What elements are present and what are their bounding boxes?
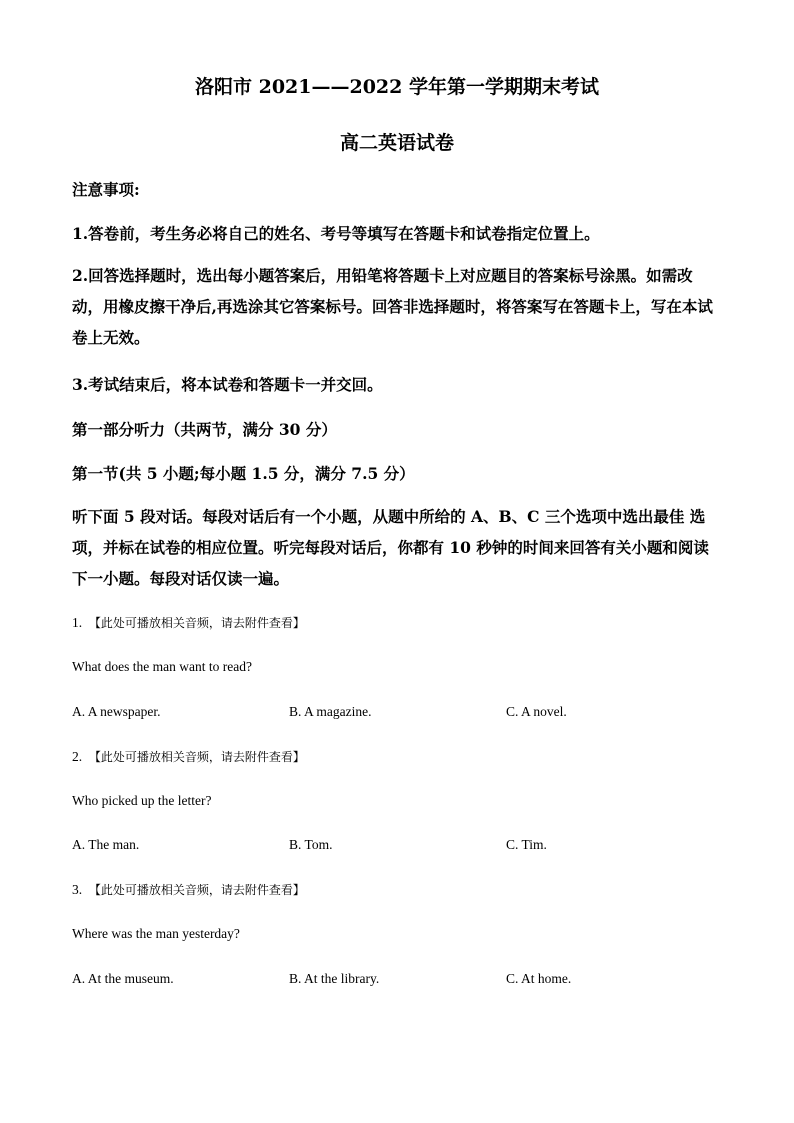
exam-subtitle: 高二英语试卷 xyxy=(339,132,454,154)
question-3-option-b: B. At the library. xyxy=(289,971,380,986)
question-1-option-c: C. A novel. xyxy=(506,704,567,719)
audio-note: 【此处可播放相关音频，请去附件查看】 xyxy=(88,616,305,630)
audio-note: 【此处可播放相关音频，请去附件查看】 xyxy=(88,750,305,764)
audio-note: 【此处可播放相关音频，请去附件查看】 xyxy=(88,883,305,897)
exam-title: 洛阳市 2021——2022 学年第一学期期末考试 xyxy=(195,76,599,98)
question-number: 3. xyxy=(72,882,83,897)
question-1-option-b: B. A magazine. xyxy=(289,704,372,719)
note-item-2: 2.回答选择题时，选出每小题答案后，用铅笔将答题卡上对应题目的答案标号涂黑。如需改动，用橡皮擦干净后,再选涂其它答案标号。回答非选择题时，将答案写在答题卡上，写在本试卷上无效。 xyxy=(72,266,713,347)
notes-heading: 注意事项: xyxy=(72,180,140,199)
question-3-option-c: C. At home. xyxy=(506,971,572,986)
question-3-text: Where was the man yesterday? xyxy=(72,926,240,941)
question-2-option-a: A. The man. xyxy=(72,837,140,852)
question-2-text: Who picked up the letter? xyxy=(72,793,212,808)
question-number: 2. xyxy=(72,749,83,764)
question-3-option-a: A. At the museum. xyxy=(72,971,174,986)
question-2-option-c: C. Tim. xyxy=(506,837,547,852)
question-1-text: What does the man want to read? xyxy=(72,659,252,674)
listening-instructions: 听下面 5 段对话。每段对话后有一个小题，从题中所给的 A、B、C 三个选项中选出最佳 选项，并标在试卷的相应位置。听完每段对话后，你都有 10 秒钟的时间来回答有关小题和阅读下一小题。每段对话仅读一遍。 xyxy=(72,507,709,588)
question-2-option-b: B. Tom. xyxy=(289,837,333,852)
question-1-option-a: A. A newspaper. xyxy=(72,704,161,719)
section1-heading: 第一节(共 5 小题;每小题 1.5 分，满分 7.5 分） xyxy=(72,464,415,483)
part1-heading: 第一部分听力（共两节，满分 30 分） xyxy=(72,420,337,439)
question-number: 1. xyxy=(72,615,83,630)
question-3-audio-note xyxy=(72,881,732,898)
note-item-1: 1.答卷前，考生务必将自己的姓名、考号等填写在答题卡和试卷指定位置上。 xyxy=(72,224,600,243)
question-1-audio-note xyxy=(72,614,732,631)
question-2-audio-note xyxy=(72,748,732,765)
note-item-3: 3.考试结束后，将本试卷和答题卡一并交回。 xyxy=(72,375,383,394)
